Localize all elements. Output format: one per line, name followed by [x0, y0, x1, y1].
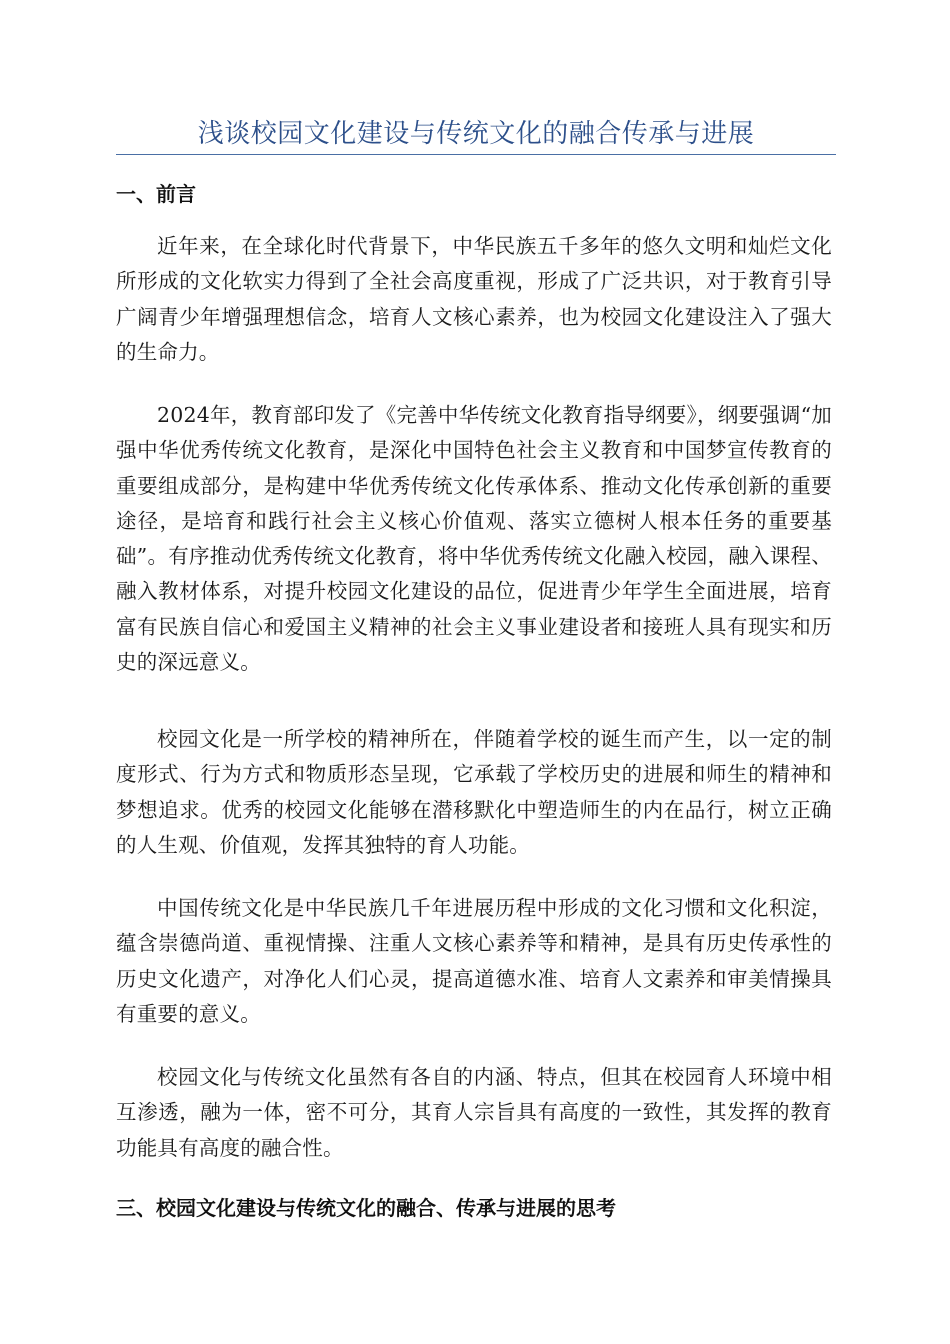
section-heading-preface: 一、前言 — [116, 182, 196, 206]
section-heading-reflection: 三、校园文化建设与传统文化的融合、传承与进展的思考 — [116, 1196, 616, 1220]
paragraph-2: 2024年，教育部印发了《完善中华传统文化教育指导纲要》，纲要强调“加强中华优秀传统文化教育，是深化中国特色社会主义教育和中国梦宣传教育的重要组成部分，是构建中华优秀传统文化传承体系、推动文化传承创新的重要途径，是培育和践行社会主义核心价值观、落实立德树人根本任务的重要基础”。有序推动优秀传统文化教育，将中华优秀传统文化融入校园，融入课程、融入教材体系，对提升校园文化建设的品位，促进青少年学生全面进展，培育富有民族自信心和爱国主义精神的社会主义事业建设者和接班人具有现实和历史的深远意义。 — [116, 403, 832, 675]
paragraph-1: 近年来，在全球化时代背景下，中华民族五千多年的悠久文明和灿烂文化所形成的文化软实力得到了全社会高度重视，形成了广泛共识，对于教育引导广阔青少年增强理想信念，培育人文核心素养，也为校园文化建设注入了强大的生命力。 — [116, 234, 832, 364]
paragraph-5: 校园文化与传统文化虽然有各自的内涵、特点，但其在校园育人环境中相互渗透，融为一体，密不可分，其育人宗旨具有高度的一致性，其发挥的教育功能具有高度的融合性。 — [116, 1065, 832, 1160]
paragraph-3: 校园文化是一所学校的精神所在，伴随着学校的诞生而产生，以一定的制度形式、行为方式和物质形态呈现，它承载了学校历史的进展和师生的精神和梦想追求。优秀的校园文化能够在潜移默化中塑造师生的内在品行，树立正确的人生观、价值观，发挥其独特的育人功能。 — [116, 727, 832, 857]
document-title: 浅谈校园文化建设与传统文化的融合传承与进展 — [197, 119, 755, 149]
title-underline — [116, 154, 836, 155]
paragraph-4: 中国传统文化是中华民族几千年进展历程中形成的文化习惯和文化积淀，蕴含崇德尚道、重视情操、注重人文核心素养等和精神，是具有历史传承性的历史文化遗产，对净化人们心灵，提高道德水准、培育人文素养和审美情操具有重要的意义。 — [116, 896, 832, 1026]
